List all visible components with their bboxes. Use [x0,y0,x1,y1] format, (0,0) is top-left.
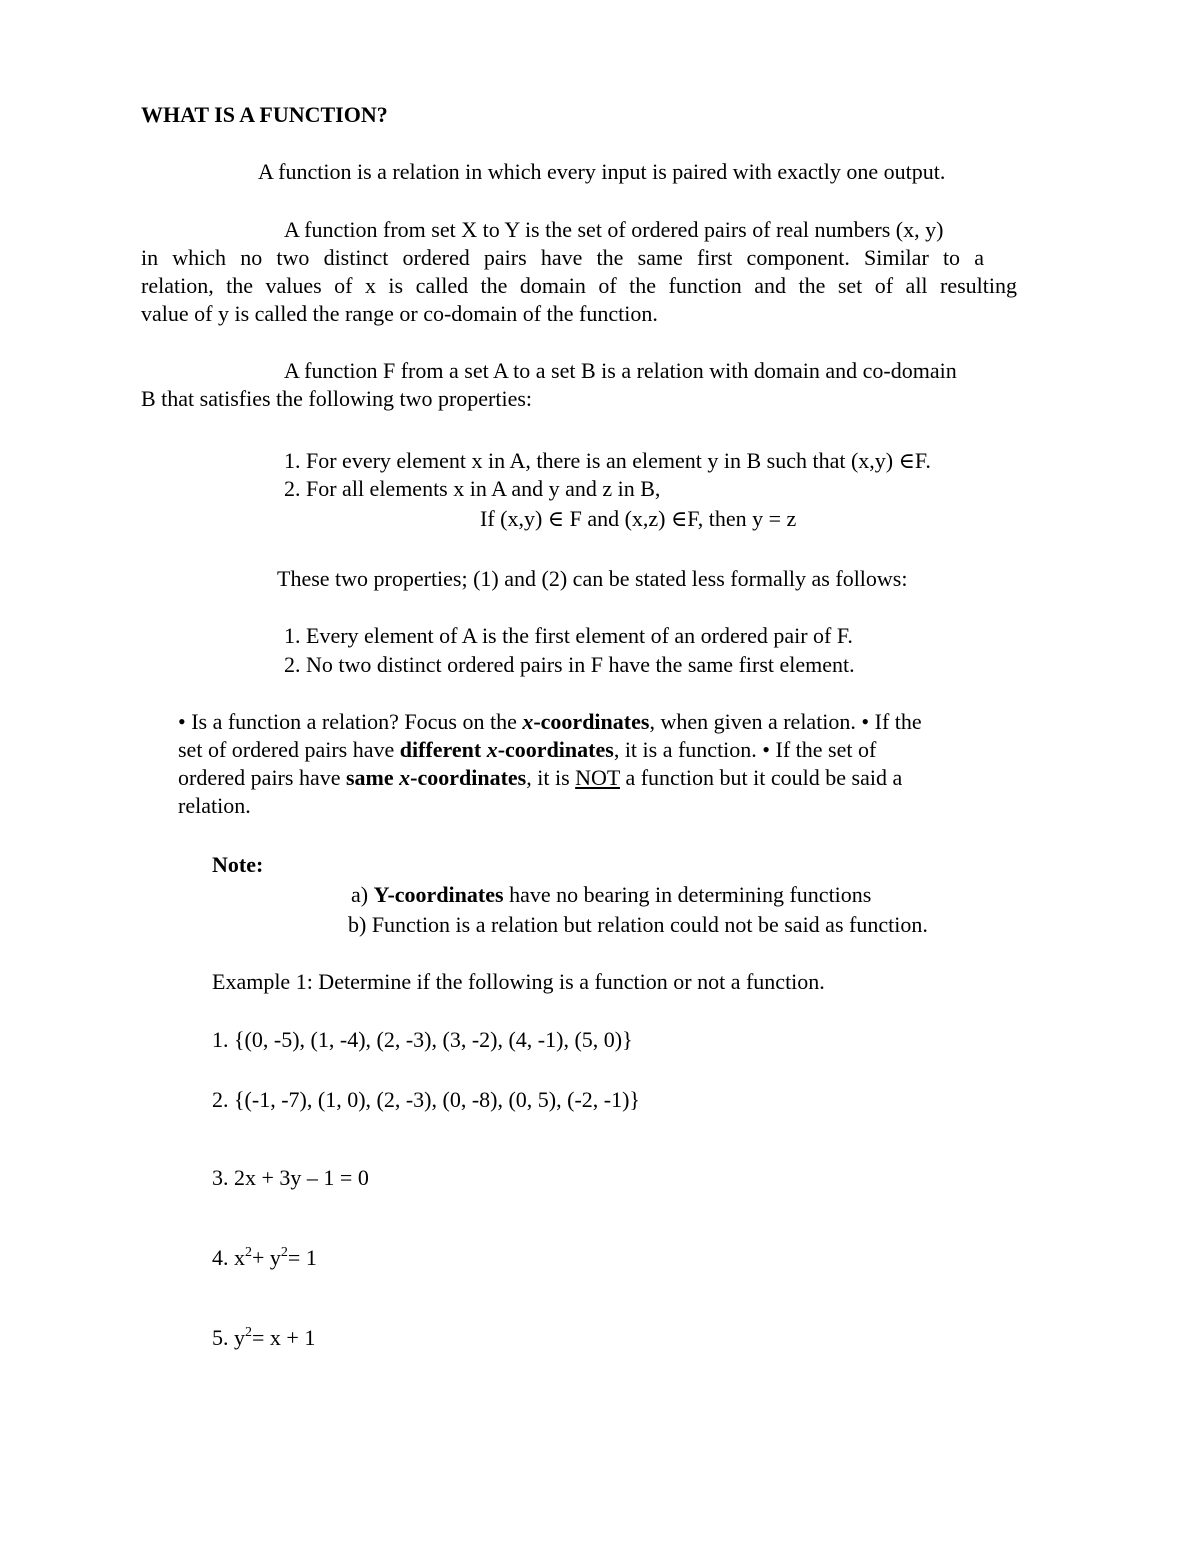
para1-line3: relation, the values of x is called the domain of the function and the set of all resulting [141,273,1017,298]
bullet-line-4: relation. [178,793,251,818]
example-item-3: 3. 2x + 3y – 1 = 0 [212,1165,369,1190]
example-item-4-b: + y [252,1245,281,1270]
example-item-4-sup2: 2 [280,1245,288,1260]
bullet-line-1-x: x [522,709,534,734]
example-item-1: 1. {(0, -5), (1, -4), (2, -3), (3, -2), (4, -1), (5, 0)} [212,1027,633,1052]
informal-item-2: 2. No two distinct ordered pairs in F have the same first element. [284,652,855,677]
informal-item-1: 1. Every element of A is the first element of an ordered pair of F. [284,623,853,648]
bullet-line-3-x: x [399,765,411,790]
bullet-line-2-x: x [486,737,498,762]
bullet-line-1-c: , when given a relation. • If the [649,709,922,734]
note-item-a-prefix: a) [351,882,374,907]
property-item-2: 2. For all elements x in A and y and z in B, [284,476,661,501]
intro-text: A function is a relation in which every input is paired with exactly one output. [258,159,946,184]
bullet-line-2-c: -coordinates [497,737,614,762]
example-item-5-sup: 2 [245,1325,252,1340]
example-item-5-a: 5. y [212,1325,245,1350]
example-item-4-sup1: 2 [245,1245,252,1260]
example-item-4-a: 4. x [212,1245,245,1270]
example-item-4 [212,1244,317,1272]
bullet-line-3-d: , it is [526,765,576,790]
para2-line2: B that satisfies the following two properties: [141,386,533,411]
bullet-line-3-f: a function but it could be said a [619,765,903,790]
para1-line2: in which no two distinct ordered pairs have the same first component. Similar to a [141,245,984,270]
bullet-line-3-c: -coordinates [410,765,527,790]
bullet-line-2-a: set of ordered pairs have [178,737,400,762]
note-item-b: b) Function is a relation but relation could not be said as function. [348,912,928,937]
example-item-5-b: = x + 1 [252,1325,316,1350]
property-item-2-condition: If (x,y) ∈ F and (x,z) ∈F, then y = z [480,506,797,531]
para2-line1: A function F from a set A to a set B is a relation with domain and co-domain [284,358,957,383]
bullet-line-3-b: same [345,765,400,790]
bullet-line-1-a: • Is a function a relation? Focus on the [178,709,523,734]
example-item-4-c: = 1 [287,1245,317,1270]
note-item-a-rest: have no bearing in determining functions [503,882,872,907]
bullet-line-3-a: ordered pairs have [178,765,346,790]
bullet-line-2 [178,736,876,764]
bullet-line-2-b: different [399,737,487,762]
bullet-line-2-d: , it is a function. • If the set of [613,737,877,762]
example-item-2: 2. {(-1, -7), (1, 0), (2, -3), (0, -8), (0, 5), (-2, -1)} [212,1087,640,1112]
property-item-1: 1. For every element x in A, there is an element y in B such that (x,y) ∈F. [284,448,931,473]
example-item-5 [212,1324,315,1352]
page-title: WHAT IS A FUNCTION? [141,102,388,127]
bullet-line-3 [178,764,902,792]
note-item-a [351,881,871,909]
para1-line4: value of y is called the range or co-domain of the function. [141,301,658,326]
note-item-a-bold: Y-coordinates [373,882,504,907]
note-label: Note: [212,852,264,877]
example-heading: Example 1: Determine if the following is a function or not a function. [212,969,825,994]
para1-line1: A function from set X to Y is the set of ordered pairs of real numbers (x, y) [284,217,944,242]
bullet-line-1-b: -coordinates [533,709,650,734]
bullet-line-3-not: NOT [575,765,620,790]
informal-intro: These two properties; (1) and (2) can be stated less formally as follows: [277,566,908,591]
bullet-line-1 [178,708,922,736]
